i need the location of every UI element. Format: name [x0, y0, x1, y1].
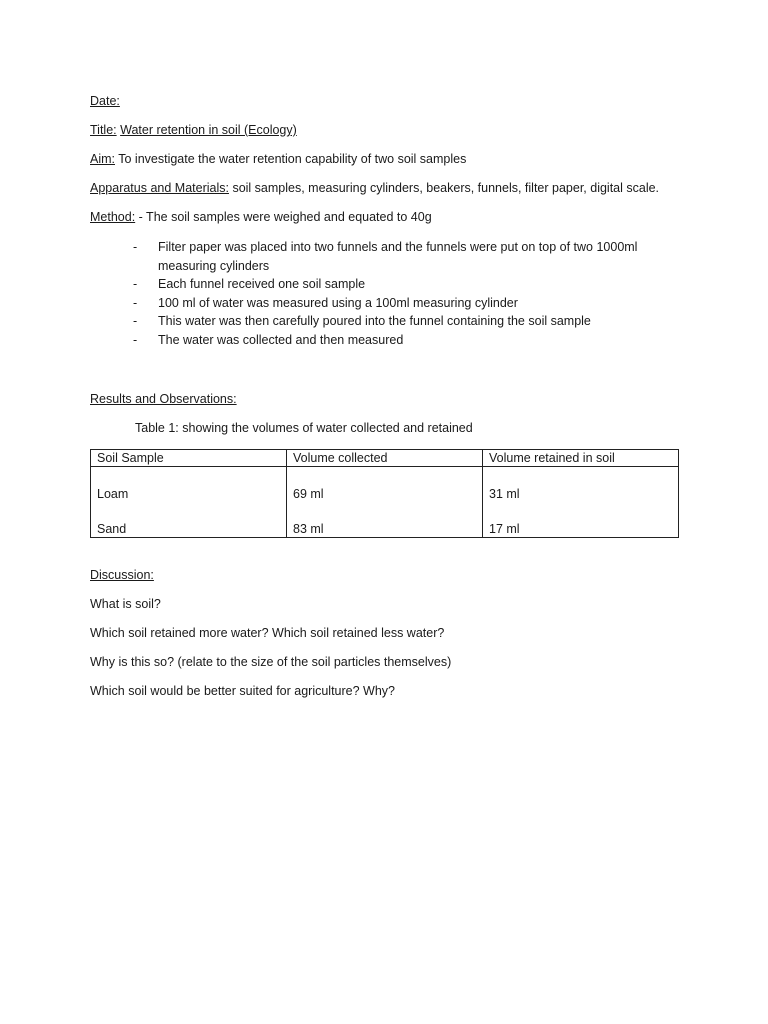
volume-collected-cell: [287, 467, 483, 538]
discussion-question: Which soil would be better suited for agriculture? Why?: [90, 684, 396, 698]
soil-sample-cell: [91, 467, 287, 538]
method-steps-list: [133, 238, 693, 349]
results-table: [90, 449, 679, 538]
bullet-dash: -: [133, 295, 138, 310]
discussion-question: Why is this so? (relate to the size of the soil particles themselves): [90, 655, 452, 669]
apparatus-label: Apparatus and Materials:: [90, 181, 229, 195]
aim-line: [90, 151, 466, 167]
results-label: Results and Observations:: [90, 392, 237, 406]
table-cell: 17 ml: [489, 522, 520, 536]
apparatus-text: soil samples, measuring cylinders, beakers, funnels, filter paper, digital scale.: [228, 181, 660, 195]
title-line: [90, 122, 297, 138]
date-label: Date:: [90, 94, 120, 108]
table-header-cell: Volume collected: [287, 450, 483, 467]
apparatus-line: [90, 180, 659, 196]
title-text: Water retention in soil (Ecology): [120, 123, 297, 137]
table-cell: 69 ml: [293, 487, 324, 501]
table-header-row: [91, 450, 679, 467]
table-header-cell: Soil Sample: [91, 450, 287, 467]
method-label: Method:: [90, 210, 136, 224]
method-text: - The soil samples were weighed and equated to 40g: [135, 210, 432, 224]
bullet-dash: -: [133, 240, 138, 254]
method-step-text: This water was then carefully poured into the funnel containing the soil sample: [158, 314, 591, 328]
method-step: [133, 275, 693, 294]
method-step-text: Filter paper was placed into two funnels and the funnels were put on top of two 1000ml measuring cylinders: [158, 240, 638, 273]
bullet-dash: -: [133, 332, 138, 347]
method-step-text: 100 ml of water was measured using a 100ml measuring cylinder: [158, 295, 518, 310]
table-cell: Sand: [97, 522, 127, 536]
method-step-text: Each funnel received one soil sample: [158, 277, 366, 291]
results-heading: [90, 391, 237, 407]
discussion-label: Discussion:: [90, 568, 154, 582]
table-cell: 83 ml: [293, 522, 324, 536]
date-line: [90, 93, 120, 109]
aim-text: To investigate the water retention capability of two soil samples: [115, 152, 467, 166]
method-step: [133, 294, 693, 313]
method-step-text: The water was collected and then measured: [158, 332, 404, 347]
discussion-question: Which soil retained more water? Which soil retained less water?: [90, 626, 445, 640]
bullet-dash: -: [133, 314, 138, 328]
method-step: [133, 238, 693, 275]
discussion-question: What is soil?: [90, 597, 161, 611]
method-step: [133, 312, 693, 331]
discussion-heading: [90, 567, 154, 583]
table-body-row: [91, 467, 679, 538]
table-caption: Table 1: showing the volumes of water collected and retained: [135, 421, 473, 435]
bullet-dash: -: [133, 277, 138, 291]
volume-retained-cell: [483, 467, 679, 538]
table-cell: 31 ml: [489, 487, 520, 501]
title-label: Title:: [90, 123, 117, 137]
table-cell: Loam: [97, 487, 129, 501]
table-header-cell: Volume retained in soil: [483, 450, 679, 467]
method-line: [90, 209, 432, 225]
method-step: [133, 331, 693, 350]
aim-label: Aim:: [90, 152, 115, 166]
